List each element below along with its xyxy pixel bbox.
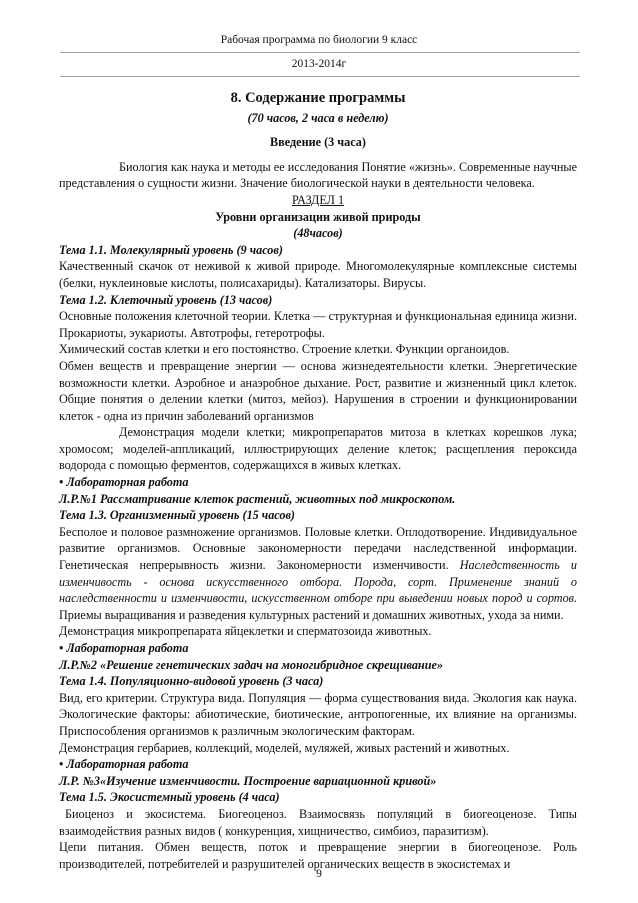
paragraph: Демонстрация модели клетки; микропрепаратов митоза в клетках корешков лука; хромосом; моделей-аппликаций, иллюстрирующих деление клеток; расщепления пероксида водорода с помощью ферментов, содержащихся в живых клетках.	[59, 425, 577, 473]
lab-label: • Лабораторная работа	[59, 475, 189, 490]
paragraph: Основные положения клеточной теории. Клетка — структурная и функциональная единица жизни. Прокариоты, эукариоты. Автотрофы, гетеротрофы.	[59, 309, 577, 340]
topic-heading: Тема 1.1. Молекулярный уровень (9 часов)	[59, 242, 283, 257]
section-title: 8. Содержание программы	[230, 90, 406, 106]
paragraph-italic-text: Наследственность и изменчивость - основа искусственного отбора. Порода, сорт. Применение знаний о наследственности и изменчивости, искусственном отборе при выведении новых пород и сортов.	[59, 558, 578, 606]
hours-note: (70 часов, 2 часа в неделю)	[247, 110, 389, 125]
document-body	[59, 90, 577, 872]
header-rule	[60, 52, 580, 53]
running-header-year: 2013-2014г	[291, 58, 347, 70]
topic-heading: Тема 1.4. Популяционно-видовой уровень (3 часа)	[59, 674, 324, 689]
paragraph-text: Бесполое и половое размножение организмов. Половые клетки. Оплодотворение. Индивидуальное развитие организмов. Основные закономерности передачи наследственной информации. Генетическая непрерывность жизни. Закономерности изменчивости.	[59, 524, 577, 573]
lab-title: Л.Р. №3«Изучение изменчивости. Построение вариационной кривой»	[59, 773, 437, 788]
paragraph-text: Приемы выращивания и разведения культурных растений и домашних животных, ухода за ними.	[59, 607, 564, 622]
page-number: 9	[316, 868, 322, 880]
paragraph: Биоценоз и экосистема. Биогеоценоз. Взаимосвязь популяций в биогеоценозе. Типы взаимодействия разных видов ( конкуренция, хищничество, симбиоз, паразитизм).	[59, 806, 577, 838]
lab-title: Л.Р.№1 Рассматривание клеток растений, животных под микроскопом.	[59, 491, 456, 506]
lab-label: • Лабораторная работа	[59, 757, 189, 772]
paragraph	[59, 524, 577, 624]
lab-title: Л.Р.№2 «Решение генетических задач на моногибридное скрещивание»	[59, 657, 443, 672]
paragraph: Химический состав клетки и его постоянство. Строение клетки. Функции органоидов.	[59, 342, 510, 357]
paragraph: Вид, его критерии. Структура вида. Популяция — форма существования вида. Экология как наука. Экологические факторы: абиотические, биотические, антропогенные, их влияние на организмы. Приспособления организмов к различным экологическим факторам.	[59, 690, 577, 738]
intro-paragraph: Биология как наука и методы ее исследования Понятие «жизнь». Современные научные представления о сущности жизни. Значение биологической науки в деятельности человека.	[59, 159, 577, 191]
header-rule	[60, 76, 580, 77]
running-header-title: Рабочая программа по биологии 9 класс	[220, 34, 418, 46]
lab-label: • Лабораторная работа	[59, 641, 189, 655]
part-label: РАЗДЕЛ 1	[291, 192, 345, 207]
topic-heading: Тема 1.3. Организменный уровень (15 часов)	[59, 508, 295, 523]
intro-heading	[59, 134, 577, 151]
paragraph: Обмен веществ и превращение энергии — основа жизнедеятельности клетки. Энергетические возможности клетки. Аэробное и анаэробное дыхание. Рост, развитие и жизненный цикл клеток. Общие понятия о делении клетки (митоз, мейоз). Нарушения в строении и функционировании клеток - одна из причин заболеваний организмов	[59, 358, 577, 423]
topic-heading: Тема 1.2. Клеточный уровень (13 часов)	[59, 292, 273, 307]
paragraph: Демонстрация микропрепарата яйцеклетки и сперматозоида животных.	[59, 624, 432, 639]
topic-heading: Тема 1.5. Экосистемный уровень (4 часа)	[59, 790, 280, 805]
paragraph: Демонстрация гербариев, коллекций, моделей, муляжей, живых растений и животных.	[59, 740, 510, 755]
part-title: Уровни организации живой природы	[215, 209, 421, 224]
paragraph: Цепи питания. Обмен веществ, поток и превращение энергии в биогеоценозе. Роль производителей, потребителей и разрушителей органических веществ в экосистемах и	[59, 840, 577, 871]
intro-heading-text: Введение (3 часа)	[270, 135, 366, 150]
paragraph: Качественный скачок от неживой к живой природе. Многомолекулярные комплексные системы (белки, нуклеиновые кислоты, полисахариды). Катализаторы. Вирусы.	[59, 259, 577, 290]
part-hours: (48часов)	[293, 226, 343, 241]
